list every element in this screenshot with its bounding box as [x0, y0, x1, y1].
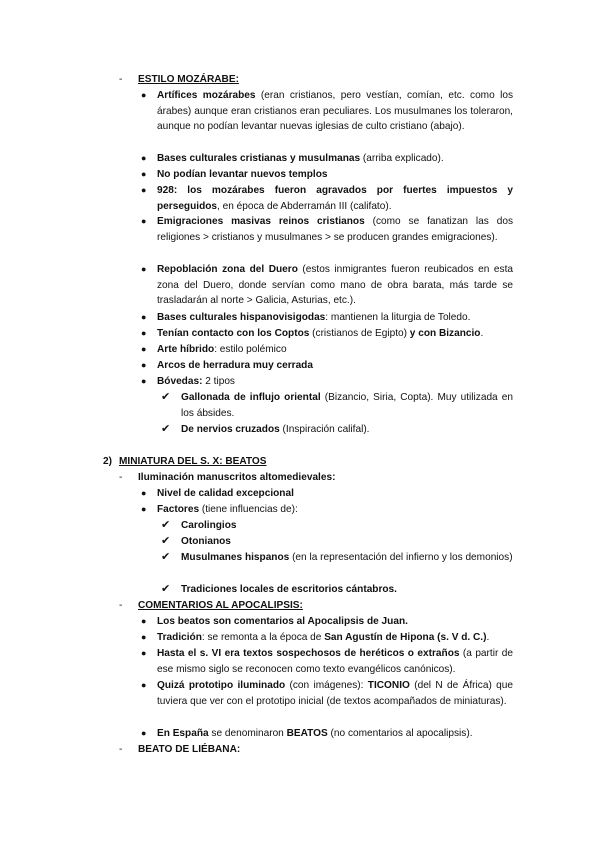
heading-text: MINIATURA DEL S. X: BEATOS	[119, 456, 267, 467]
checkmark-icon: ✔	[161, 391, 171, 403]
bullet-icon: ●	[141, 344, 147, 354]
bullet-icon: ●	[141, 632, 147, 642]
bullet-icon: ●	[141, 488, 147, 498]
bullet-icon: ●	[141, 153, 147, 163]
bullet-icon: ●	[141, 312, 147, 322]
checkmark-icon: ✔	[161, 423, 171, 435]
bullet-icon: ●	[141, 216, 147, 226]
bullet-icon: ●	[141, 90, 147, 100]
dash-marker: -	[119, 600, 123, 611]
bullet-icon: ●	[141, 616, 147, 626]
section-heading-mozarabe	[0, 72, 600, 88]
bullet-icon: ●	[141, 680, 147, 690]
list-item: ● Artífices mozárabes (eran cristianos, pero vestían, comían, etc. como los árabes) aunque eran cristianos eran peculiares. Los musulmanes los toleraron, aunque no podían levantar nuevas iglesias de culto cristiano (abajo).	[141, 90, 513, 133]
bullet-icon: ●	[141, 376, 147, 386]
bullet-icon: ●	[141, 264, 147, 274]
checkmark-icon: ✔	[161, 583, 171, 595]
bullet-icon: ●	[141, 728, 147, 738]
bullet-icon: ●	[141, 185, 147, 195]
bullet-icon: ●	[141, 169, 147, 179]
heading-text: ESTILO MOZÁRABE:	[138, 74, 239, 85]
number-marker: 2)	[103, 456, 112, 467]
bullet-icon: ●	[141, 360, 147, 370]
heading-text: COMENTARIOS AL APOCALIPSIS:	[138, 600, 303, 611]
dash-marker: -	[119, 744, 123, 755]
document-page: - ESTILO MOZÁRABE: ● Artífices mozárabes (eran cristianos, pero vestían, comían, etc. como los árabes) aunque eran cristianos eran peculiares. Los musulmanes los toleraron, aunque no podían levantar nuevas iglesias de culto cristiano (abajo). ● Bases culturales cristianas y musulmanas (arriba explicado). ● No podían levantar nuevos templos ● 928: los mozárabes fueron agravados por fuertes impuestos y perseguidos, en época de Abderramán III (califato). ● Emigraciones masivas reinos cristianos (como se fanatizan las dos religiones > cristianos y musulmanes > se producen grandes emigraciones). ● Repoblación zona del Duero (estos inmigrantes fueron reubicados en esta zona del Duero, donde servían como mano de obra barata, más tarde se trasladarán al norte > Galicia, Asturias, etc.). ● Bases culturales hispanovisigodas: mantienen la liturgia de Toledo. ● Tenían contacto con los Coptos (cristianos de Egipto) y con Bizancio. ● Arte híbrido: estilo polémico ● Arcos de herradura muy cerrada ● Bóvedas: 2 tipos ✔ Gallonada de influjo oriental (Bizancio, Siria, Copta). Muy utilizada en los ábsides. ✔ De nervios cruzados (Inspiración califal). 2) MINIATURA DEL S. X: BEATOS - Iluminación manuscritos altomedievales: ● Nivel de calidad excepcional ● Factores (tiene influencias de): ✔ Carolingios ✔ Otonianos ✔ Musulmanes hispanos (en la representación del infierno y los demonios) ✔ Tradiciones locales de escritorios cántabros. - COMENTARIOS AL APOCALIPSIS: ● Los beatos son comentarios al Apocalipsis de Juan. ● Tradición: se remonta a la época de San Agustín de Hipona (s. V d. C.). ● Hasta el s. VI era textos sospechosos de heréticos o extraños (a partir de ese mismo siglo se reconocen como texto evangélicos canónicos). ● Quizá prototipo iluminado (con imágenes): TICONIO (del N de África) que tuviera que ver con el prototipo inicial (de textos acompañados de miniaturas). ● En España se denominaron BEATOS (no comentarios al apocalipsis). - BEATO DE LIÉBANA:	[0, 0, 600, 848]
bullet-icon: ●	[141, 648, 147, 658]
checkmark-icon: ✔	[161, 551, 171, 563]
checkmark-icon: ✔	[161, 519, 171, 531]
checkmark-icon: ✔	[161, 535, 171, 547]
dash-marker: -	[119, 74, 123, 85]
dash-marker: -	[119, 472, 123, 483]
heading-text: BEATO DE LIÉBANA:	[138, 744, 241, 755]
bullet-icon: ●	[141, 504, 147, 514]
bullet-icon: ●	[141, 328, 147, 338]
